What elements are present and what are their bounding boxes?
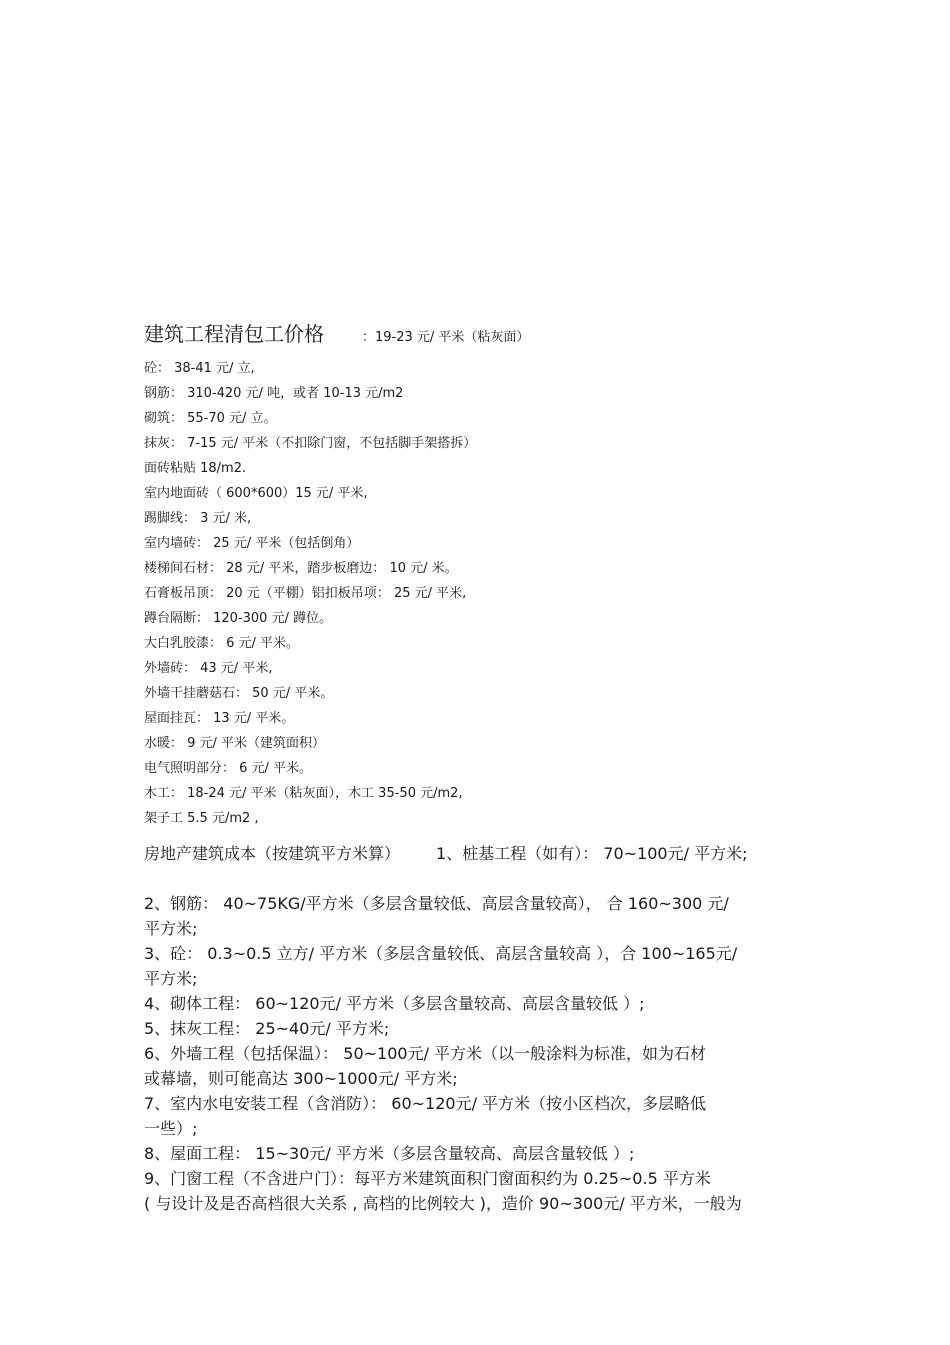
cost-line: 2、钢筋： 40~75KG/平方米（多层含量较低、高层含量较高）， 合 160~300 元/ [144,894,729,913]
price-line: 钢筋： 310-420 元/ 吨，或者 10-13 元/m2 [144,386,404,401]
price-line: 室内地面砖（ 600*600）15 元/ 平米, [144,486,368,501]
title-line [144,318,814,350]
price-line: 面砖粘贴 18/m2. [144,461,247,476]
price-line: 室内墙砖： 25 元/ 平米（包括倒角） [144,536,360,551]
price-line: 踢脚线： 3 元/ 米, [144,511,252,526]
cost-item-1: 1、桩基工程（如有）： 70~100元/ 平方米; [436,844,748,863]
cost-line: 9、门窗工程（不含进户门）：每平方米建筑面积门窗面积约为 0.25~0.5 平方米 [144,1169,711,1188]
document-title: 建筑工程清包工价格 [144,322,324,346]
price-line: 水暖： 9 元/ 平米（建筑面积） [144,736,326,751]
cost-line: ( 与设计及是否高档很大关系 , 高档的比例较大 )，造价 90~300元/ 平方米，一般为 [144,1194,742,1213]
cost-heading-block [144,841,814,891]
cost-line: 7、室内水电安装工程（含消防）： 60~120元/ 平方米（按小区档次，多层略低 [144,1094,707,1113]
cost-heading: 房地产建筑成本（按建筑平方米算） [144,844,401,863]
document-page [144,318,814,1216]
price-line: 楼梯间石材： 28 元/ 平米，踏步板磨边： 10 元/ 米。 [144,561,458,576]
cost-section [144,841,814,1216]
price-line: 石膏板吊顶： 20 元（平棚）铝扣板吊项： 25 元/ 平米, [144,586,467,601]
price-line: 砌筑： 55-70 元/ 立。 [144,411,277,426]
price-line: 大白乳胶漆： 6 元/ 平米。 [144,636,300,651]
title-price: ：19-23 元/ 平米（粘灰面） [362,330,530,345]
cost-line: 一些）; [144,1119,198,1138]
price-line: 蹲台隔断： 120-300 元/ 蹲位。 [144,611,333,626]
price-line: 外墙砖： 43 元/ 平米, [144,661,273,676]
price-line: 架子工 5.5 元/m2 , [144,811,259,826]
cost-line: 平方米; [144,919,198,938]
price-line: 电气照明部分： 6 元/ 平米。 [144,761,313,776]
cost-line: 6、外墙工程（包括保温）： 50~100元/ 平方米（以一般涂料为标准，如为石材 [144,1044,707,1063]
cost-line: 5、抹灰工程： 25~40元/ 平方米; [144,1019,390,1038]
labor-price-list [144,356,814,831]
cost-line: 4、砌体工程： 60~120元/ 平方米（多层含量较高、高层含量较低 ）; [144,994,645,1013]
cost-line: 3、砼： 0.3~0.5 立方/ 平方米（多层含量较低、高层含量较高 ），合 100~165元/ [144,944,738,963]
cost-line: 平方米; [144,969,198,988]
price-line: 屋面挂瓦： 13 元/ 平米。 [144,711,295,726]
price-line: 木工： 18-24 元/ 平米（粘灰面），木工 35-50 元/m2, [144,786,463,801]
price-line: 抹灰： 7-15 元/ 平米（不扣除门窗，不包括脚手架搭拆） [144,436,477,451]
price-line: 外墙干挂蘑菇石： 50 元/ 平米。 [144,686,334,701]
cost-line: 8、屋面工程： 15~30元/ 平方米（多层含量较高、高层含量较低 ）; [144,1144,635,1163]
price-line: 砼： 38-41 元/ 立, [144,361,255,376]
cost-line: 或幕墙，则可能高达 300~1000元/ 平方米; [144,1069,458,1088]
